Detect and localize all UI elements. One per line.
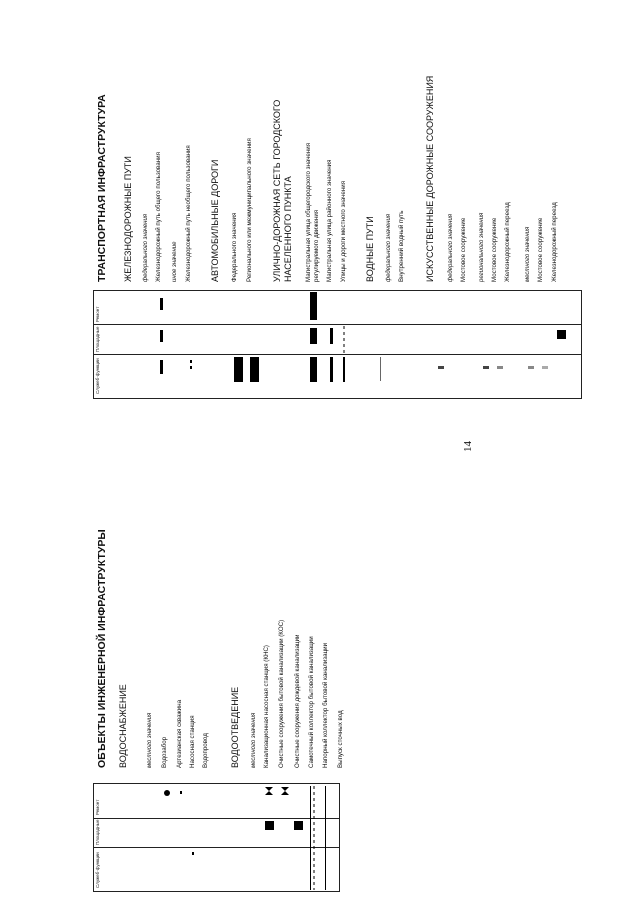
drainage-heading: ВОДООТВЕДЕНИЕ (230, 686, 240, 768)
rail-other-symbol-b (190, 366, 192, 369)
pump-station-symbol-a (192, 852, 194, 855)
railways-sub1: федерального значения (143, 214, 149, 282)
structures-item2a: Мостовое сооружение (491, 217, 498, 282)
street-item-1: регулируемого движения (313, 209, 320, 282)
drainage-sub: местного значения (251, 712, 257, 768)
water-item-0: Водозабор (161, 736, 168, 768)
bridge-federal-symbol (438, 366, 444, 369)
street-main-city-repair (310, 292, 317, 320)
transport-legend-panel (93, 290, 582, 399)
water-item-2: Насосная станция (189, 715, 196, 768)
structures-sub3: местного значения (525, 226, 531, 282)
outlet-dashed-line (313, 786, 315, 890)
water-supply-heading: ВОДОСНАБЖЕНИЕ (118, 684, 128, 768)
street-item-0: Магистральная улица общегородского значения (305, 142, 312, 282)
crossing-regional-symbol (497, 366, 503, 369)
water-supply-sub: местного значения (147, 712, 153, 768)
rail-federal-repair-symbol (160, 298, 163, 310)
engineering-legend-panel (93, 783, 340, 892)
drainage-item-5: Выпуск сточных вод (337, 710, 344, 768)
transport-col-sep-1 (93, 324, 582, 325)
waterway-line (380, 357, 381, 381)
structures-item3b: Железнодорожный переезд (551, 202, 558, 282)
water-intake-symbol (164, 790, 170, 796)
structures-sub2: регионального значения (479, 212, 485, 282)
street-item-2: Магистральная улица районного значения (326, 159, 333, 282)
storm-collector-line (310, 786, 311, 890)
drainage-item-3: Самотечный коллектор бытовой канализации (308, 636, 315, 768)
artesian-well-symbol (180, 791, 182, 794)
bridge-local-symbol (528, 366, 534, 369)
street-district-service (330, 357, 333, 382)
crossing-local-symbol (542, 366, 548, 369)
transport-col-header-repair: Ремонт (95, 306, 100, 322)
road-regional-symbol (250, 357, 259, 382)
waterways-heading: ВОДНЫЕ ПУТИ (365, 216, 375, 282)
engineering-col-header-service: Служеб-функции (95, 852, 100, 888)
street-local-dashed (343, 326, 345, 356)
street-main-city-area (310, 328, 317, 344)
railways-sub2: иное значение (172, 241, 178, 282)
railways-item1: Железнодорожный путь общего пользования (155, 152, 162, 282)
structures-sub1: федерального значения (448, 214, 454, 282)
drainage-item-4: Напорный коллектор бытовой канализации (322, 642, 329, 768)
drainage-item-0: Канализационная насосная станция (КНС) (263, 645, 270, 768)
bridge-regional-symbol (483, 366, 489, 369)
transport-col-header-service: Служеб-функции (95, 358, 100, 394)
roads-heading: АВТОМОБИЛЬНЫЕ ДОРОГИ (210, 159, 220, 282)
engineering-col-header-area: Площадные (95, 819, 100, 845)
waterways-sub: федерального значения (386, 214, 392, 282)
engineering-col-header-repair: Ремонт (95, 799, 100, 815)
transport-col-sep-2 (93, 354, 582, 355)
road-federal-symbol (234, 357, 243, 382)
structures-item1: Мостовое сооружение (460, 217, 467, 282)
structures-item2b: Железнодорожный переезд (504, 202, 511, 282)
street-main-city-service (310, 357, 317, 382)
rail-federal-area-symbol (160, 330, 163, 342)
page-number: 14 (462, 441, 474, 452)
drainage-item-1: Очистные сооружения бытовой канализации (КОС) (278, 619, 285, 768)
engineering-title: ОБЪЕКТЫ ИНЖЕНЕРНОЙ ИНФРАСТРУКТУРЫ (96, 529, 108, 768)
pressure-collector-line (325, 786, 326, 890)
transport-title: ТРАНСПОРТНАЯ ИНФРАСТРУКТУРА (96, 94, 108, 282)
kos-area-symbol (294, 821, 303, 830)
street-heading-1: УЛИЧНО-ДОРОЖНАЯ СЕТЬ ГОРОДСКОГО (272, 99, 282, 282)
waterways-item: Внутренний водный путь (398, 210, 405, 282)
drainage-item-2: Очистные сооружения дождевой канализации (294, 634, 301, 768)
railways-item2: Железнодорожный путь необщего пользования (185, 145, 192, 282)
roads-item-0: Федерального значения (231, 212, 238, 282)
transport-col-header-area: Площадные (95, 326, 100, 352)
water-item-1: Артезианская скважина (176, 699, 183, 768)
water-item-3: Водопровод (202, 733, 209, 768)
structures-heading: ИСКУССТВЕННЫЕ ДОРОЖНЫЕ СООРУЖЕНИЯ (425, 75, 435, 282)
roads-item-1: Регионального или межмуниципального значения (246, 138, 253, 282)
rail-other-symbol (190, 360, 192, 363)
engineering-col-sep-2 (93, 847, 340, 848)
rail-federal-service-symbol (160, 360, 163, 374)
kns-area-symbol (265, 821, 274, 830)
street-item-3: Улицы и дороги местного значения (340, 180, 347, 282)
street-heading-2: НАСЕЛЕННОГО ПУНКТА (283, 176, 293, 282)
street-local-service (343, 357, 345, 382)
railways-heading: ЖЕЛЕЗНОДОРОЖНЫЕ ПУТИ (123, 156, 133, 282)
structures-item3a: Мостовое сооружение (537, 217, 544, 282)
crossing-local-area-symbol (557, 330, 566, 339)
street-district-area (330, 328, 333, 344)
engineering-col-sep-1 (93, 818, 340, 819)
